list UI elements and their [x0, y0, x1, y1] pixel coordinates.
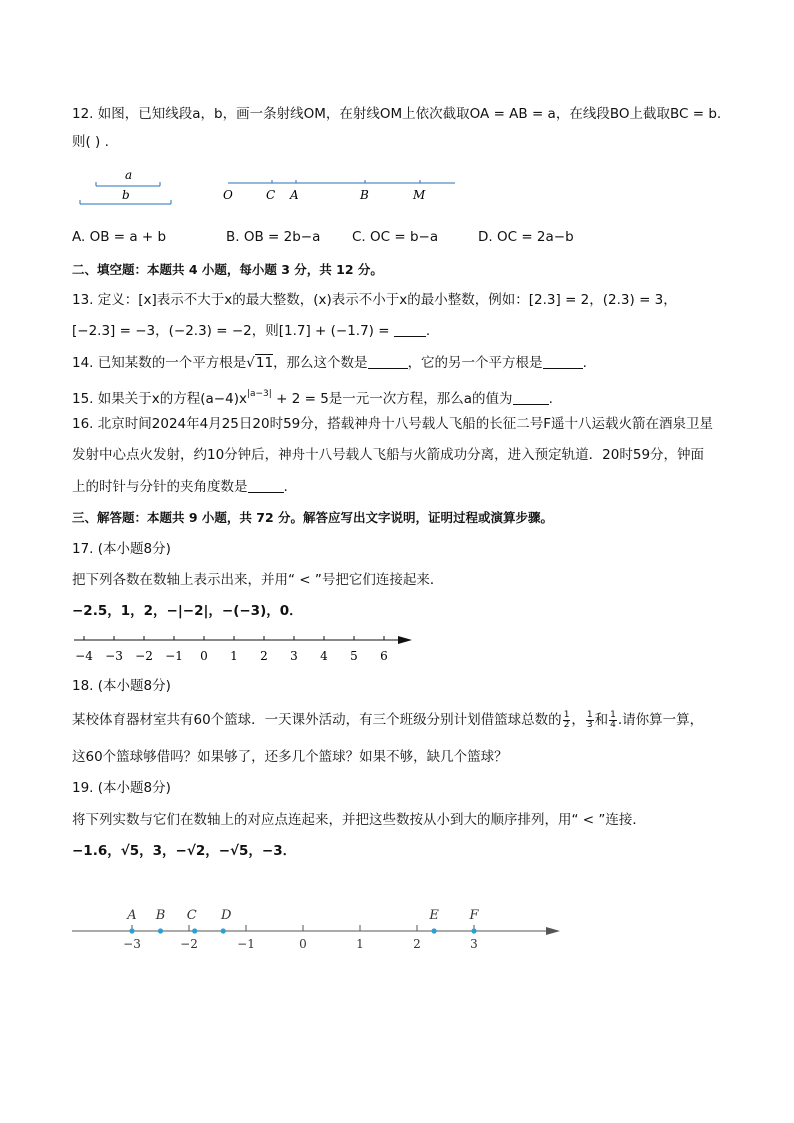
q12-option-a: A. OB = a + b [72, 229, 167, 245]
section3-heading: 三、解答题：本题共 9 小题，共 72 分。解答应写出文字说明，证明过程或演算步骤。 [72, 510, 554, 525]
point-dot [192, 928, 197, 933]
fig-label-a: a [125, 168, 133, 182]
q18-fraction-third: $\frac{1}{3}$ [586, 709, 593, 730]
arrow-icon [546, 927, 560, 935]
q16-line2: 发射中心点火发射，约10分钟后，神舟十八号载人飞船与火箭成功分离，进入预定轨道．20时59分，钟面 [72, 447, 705, 463]
q17-text: 把下列各数在数轴上表示出来，并用“ < ”号把它们连接起来． [72, 572, 444, 588]
tick-label: 2 [413, 937, 421, 951]
q19-title: 19. (本小题8分) [72, 780, 171, 796]
point-label: F [469, 908, 479, 923]
q15-part1: 15. 如果关于x的方程(a−4)x [72, 391, 247, 407]
arrow-icon [398, 636, 412, 644]
q18-fraction-quarter: $\frac{1}{4}$ [610, 709, 616, 730]
fig-point-O: O [223, 188, 233, 202]
q13-line2-text: [−2.3] = −3，(−2.3) = −2，则[1.7] + (−1.7) = [72, 323, 394, 339]
q13-line1: 13. 定义：[x]表示不大于x的最大整数，(x)表示不小于x的最小整数，例如：[2.3] = 2，(2.3) = 3， [72, 292, 677, 308]
q18-title: 18. (本小题8分) [72, 678, 171, 694]
point-label: B [155, 908, 166, 923]
q13-answer-blank[interactable] [394, 322, 426, 337]
point-dot [158, 928, 163, 933]
fig-point-C: C [266, 188, 276, 202]
q18-sep2: 和 [594, 712, 609, 728]
q12-ray-figure [220, 174, 465, 206]
tick-label: −3 [105, 649, 123, 663]
fig-point-M: M [413, 188, 426, 202]
tick-label: 1 [230, 649, 238, 663]
point-label: E [429, 908, 439, 923]
q19-numbers: −1.6，√5，3，−√2，−√5，−3． [72, 843, 297, 859]
q12-line1: 12. 如图，已知线段a，b，画一条射线OM，在射线OM上依次截取OA = AB = a，在线段BO上截取BC = b. [72, 106, 722, 122]
q13-end: . [425, 323, 431, 339]
q13-line2 [72, 321, 430, 341]
fig-label-b: b [122, 188, 130, 202]
q16-answer-blank[interactable] [248, 478, 284, 493]
tick-label: 4 [320, 649, 328, 663]
q14-part2: ，那么这个数是 [273, 355, 368, 371]
q18-line2: 这60个篮球够借吗？如果够了，还多几个篮球？如果不够，缺几个篮球？ [72, 749, 508, 765]
tick-label: −1 [237, 937, 255, 951]
q12-segment-figure [72, 164, 182, 210]
q16-end: . [283, 479, 288, 495]
q17-title: 17. (本小题8分) [72, 541, 171, 557]
q18-sep1: ， [571, 712, 585, 728]
q14-answer-blank-2[interactable] [543, 354, 583, 369]
sqrt-icon: √ [246, 355, 255, 371]
tick-label: 3 [470, 937, 478, 951]
q14-line [72, 353, 587, 373]
q15-end: . [548, 391, 553, 407]
tick-label: −4 [75, 649, 93, 663]
tick-label: 2 [260, 649, 268, 663]
q15-exponent: |a−3| [246, 389, 272, 399]
q17-numbers: −2.5，1，2，−|−2|，−(−3)，0． [72, 603, 303, 619]
tick-label: 6 [380, 649, 388, 663]
q15-line [72, 384, 553, 409]
point-label: D [220, 908, 232, 923]
q19-number-line [68, 900, 568, 956]
fig-point-B: B [360, 188, 369, 202]
q12-option-d: D. OC = 2a−b [478, 229, 574, 245]
q12-option-b: B. OB = 2b−a [226, 229, 321, 245]
point-dot [221, 928, 226, 933]
section2-heading: 二、填空题：本题共 4 小题，每小题 3 分，共 12 分。 [72, 262, 383, 277]
q14-answer-blank-1[interactable] [368, 354, 408, 369]
tick-label: −2 [135, 649, 153, 663]
q15-answer-blank[interactable] [513, 390, 549, 405]
q18-line1a: 某校体育器材室共有60个篮球．一天课外活动，有三个班级分别计划借篮球总数的 [72, 712, 562, 728]
q15-part2: + 2 = 5是一元一次方程，那么a的值为 [271, 391, 513, 407]
q18-fraction-half: $\frac{1}{2}$ [563, 709, 570, 730]
q17-number-line [68, 630, 418, 666]
fig-point-A: A [290, 188, 299, 202]
point-label: C [186, 908, 197, 923]
q14-part3: ，它的另一个平方根是 [407, 355, 543, 371]
q12-line2: 则( ) . [72, 134, 109, 150]
q16-line3-text: 上的时针与分针的夹角度数是 [72, 479, 248, 495]
point-label: A [127, 908, 137, 923]
tick-label: 3 [290, 649, 298, 663]
q18-line1 [72, 710, 703, 730]
tick-label: −1 [165, 649, 183, 663]
q19-text: 将下列实数与它们在数轴上的对应点连起来，并把这些数按从小到大的顺序排列，用“ < ”连接． [72, 812, 646, 828]
point-dot [432, 928, 437, 933]
q14-radicand: 11 [255, 355, 274, 371]
tick-label: 0 [299, 937, 307, 951]
point-dot [129, 928, 134, 933]
point-dot [471, 928, 476, 933]
q18-line1b: .请你算一算， [617, 712, 704, 728]
q16-line1: 16. 北京时间2024年4月25日20时59分，搭载神舟十八号载人飞船的长征二号F遥十八运载火箭在酒泉卫星 [72, 416, 714, 432]
tick-label: 5 [350, 649, 358, 663]
q16-line3 [72, 477, 288, 497]
tick-label: 0 [200, 649, 208, 663]
q12-option-c: C. OC = b−a [352, 229, 439, 245]
q14-end: . [582, 355, 587, 371]
tick-label: −2 [180, 937, 198, 951]
q14-part1: 14. 已知某数的一个平方根是 [72, 355, 247, 371]
tick-label: −3 [123, 937, 141, 951]
tick-label: 1 [356, 937, 364, 951]
